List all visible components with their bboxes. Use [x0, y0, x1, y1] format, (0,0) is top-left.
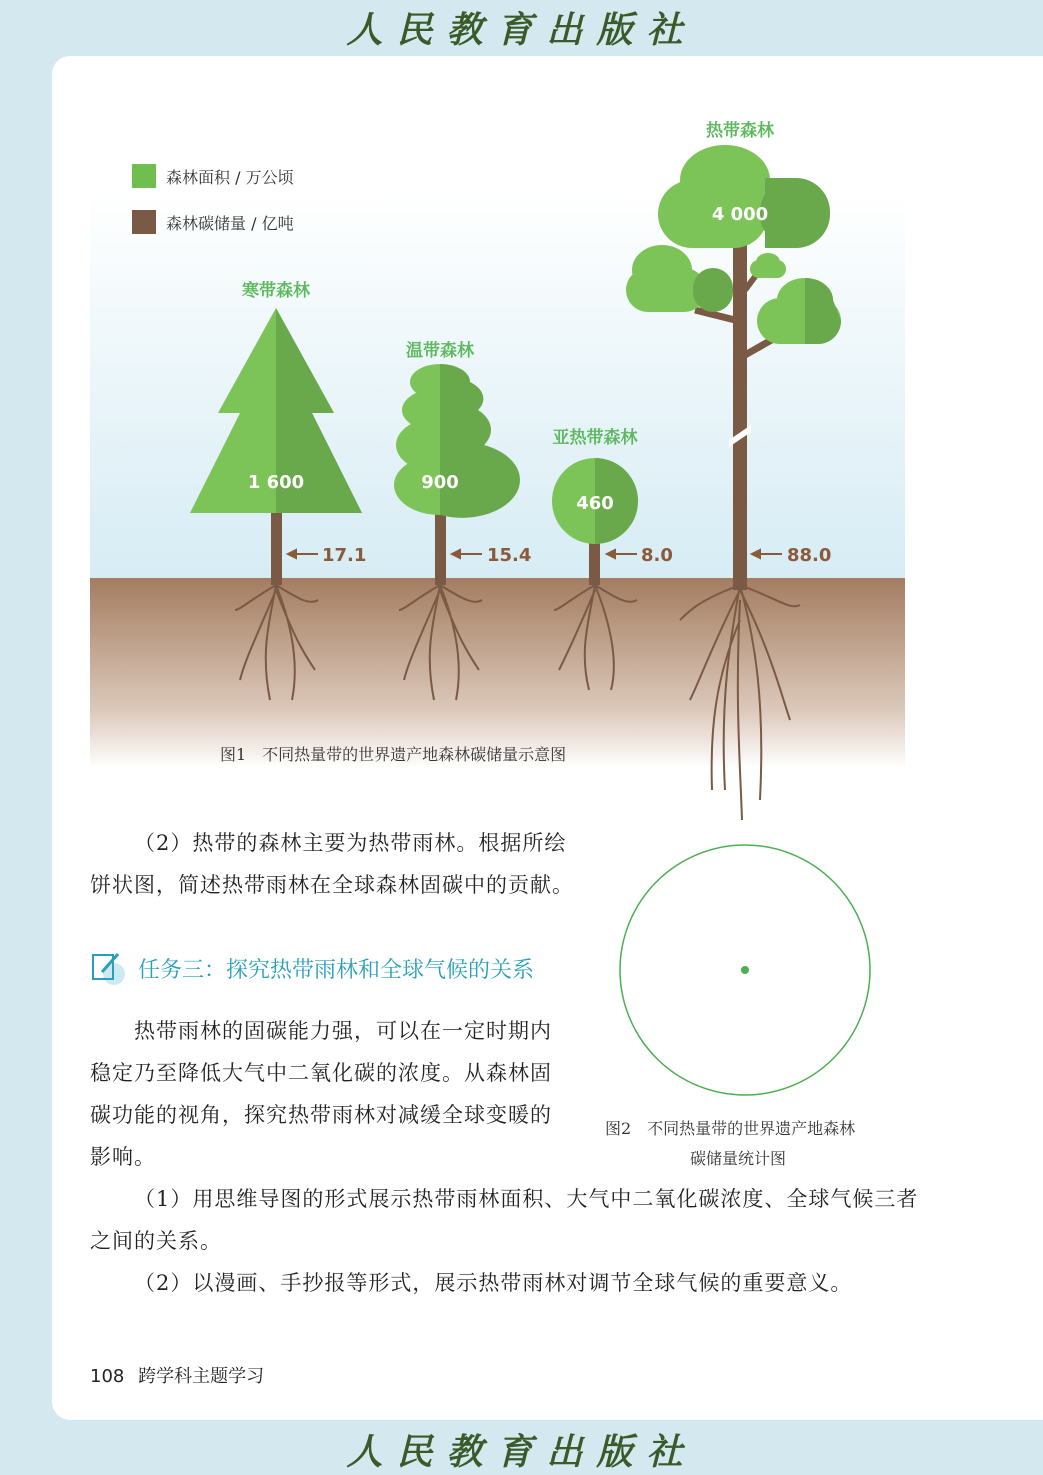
task-3-intro-line-1: 热带雨林的固碳能力强，可以在一定时期内 — [134, 1019, 552, 1043]
publisher-logo-top: 人民教育出版社 — [346, 9, 697, 51]
page-number: 108 — [90, 1366, 125, 1387]
tree-label-boreal: 寒带森林 — [242, 281, 310, 301]
tree-label-tropical: 热带森林 — [706, 121, 774, 141]
carbon-value-subtropical: 8.0 — [641, 545, 673, 566]
task-3-intro-line-3: 碳功能的视角，探究热带雨林对减缓全球变暖的 — [90, 1103, 552, 1127]
carbon-value-boreal: 17.1 — [322, 545, 367, 566]
page-footer — [90, 1362, 264, 1388]
area-value-temperate: 900 — [421, 472, 459, 493]
soil-background — [90, 578, 905, 768]
question-2-line-2: 饼状图，简述热带雨林在全球森林固碳中的贡献。 — [90, 873, 574, 897]
tropical-trunk — [733, 230, 747, 590]
legend-forest-carbon — [132, 210, 294, 234]
task-3-intro-line-4: 影响。 — [90, 1145, 156, 1169]
task-3-heading — [90, 950, 534, 986]
tree-label-temperate: 温带森林 — [406, 341, 474, 361]
question-2-line-1: （2）热带的森林主要为热带雨林。根据所绘 — [134, 831, 567, 855]
legend-forest-area — [132, 164, 294, 188]
task-3-item-1-line-2: 之间的关系。 — [90, 1229, 222, 1253]
carbon-value-tropical: 88.0 — [787, 545, 832, 566]
task-3-item-1-line-1: （1）用思维导图的形式展示热带雨林面积、大气中二氧化碳浓度、全球气候三者 — [134, 1187, 919, 1211]
figure-2-caption-line-1: 图2 不同热量带的世界遗产地森林 — [605, 1119, 856, 1138]
legend-swatch-brown — [132, 210, 156, 234]
pie-center-dot — [741, 966, 749, 974]
legend-label-carbon: 森林碳储量 / 亿吨 — [166, 213, 294, 233]
figure-1-caption: 图1 不同热量带的世界遗产地森林碳储量示意图 — [220, 745, 567, 764]
edit-note-icon — [90, 950, 126, 986]
footer-title: 跨学科主题学习 — [138, 1366, 265, 1387]
figure-2-pie-placeholder — [615, 843, 877, 1105]
carbon-value-temperate: 15.4 — [487, 545, 532, 566]
task-3-intro-line-2: 稳定乃至降低大气中二氧化碳的浓度。从森林固 — [90, 1061, 552, 1085]
tree-label-subtropical: 亚热带森林 — [552, 428, 638, 448]
figure-2-caption-line-2: 碳储量统计图 — [690, 1149, 787, 1168]
tropical-crown-main — [658, 145, 830, 248]
legend-swatch-green — [132, 164, 156, 188]
area-value-tropical: 4 000 — [711, 204, 769, 225]
task-3-title: 任务三：探究热带雨林和全球气候的关系 — [138, 957, 535, 983]
task-3-item-2: （2）以漫画、手抄报等形式，展示热带雨林对调节全球气候的重要意义。 — [134, 1271, 853, 1295]
area-value-subtropical: 460 — [576, 493, 614, 514]
legend-label-area: 森林面积 / 万公顷 — [166, 167, 294, 187]
sky-background — [90, 190, 905, 580]
publisher-logo-bottom: 人民教育出版社 — [346, 1431, 697, 1473]
boreal-trunk — [271, 505, 282, 585]
area-value-boreal: 1 600 — [247, 472, 305, 493]
